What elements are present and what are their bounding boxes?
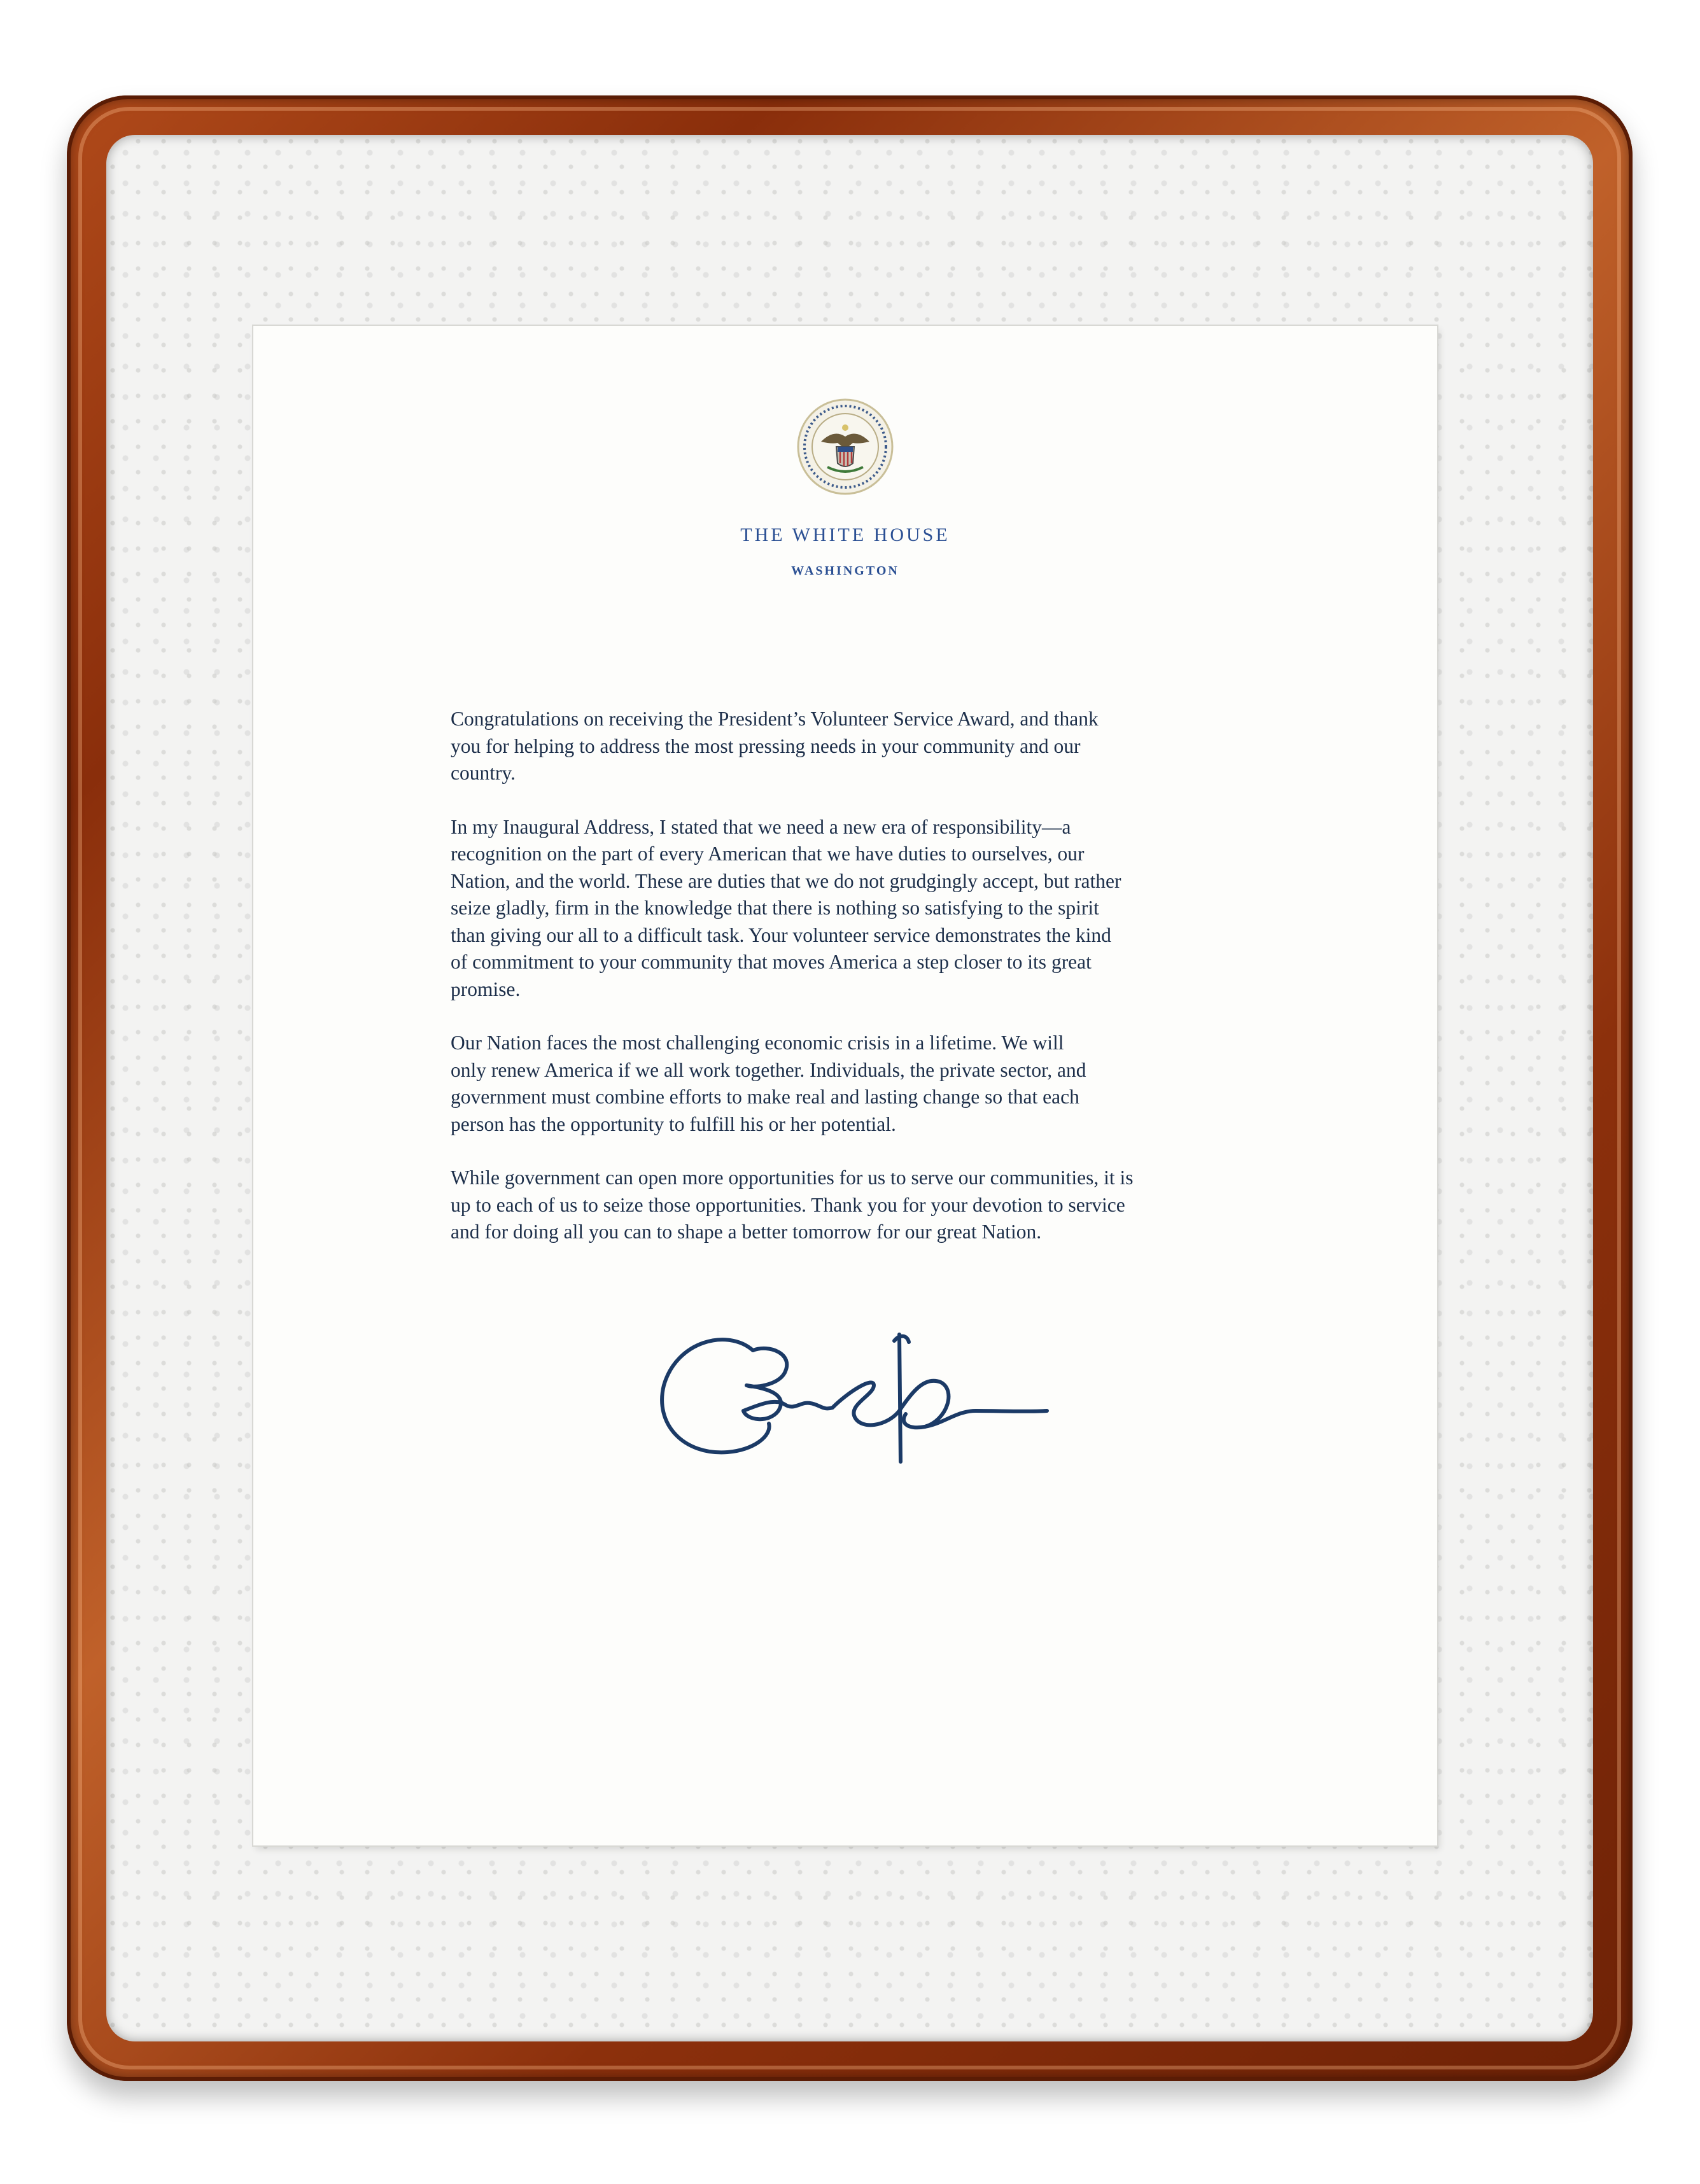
letter-body	[451, 706, 1278, 1273]
paragraph: Our Nation faces the most challenging economic crisis in a lifetime. We will only renew America if we all work together. Individuals, the private sector, and government must combine efforts to make real and lasting change so that each person has the opportunity to fulfill his or her potential.	[451, 1032, 1086, 1135]
paragraph: Congratulations on receiving the President’s Volunteer Service Award, and thank you for helping to address the most pressing needs in your community and our country.	[451, 708, 1099, 784]
letter-page	[253, 326, 1437, 1845]
presidential-seal-icon	[796, 397, 895, 496]
letterhead-title: THE WHITE HOUSE	[740, 524, 950, 545]
paragraph: While government can open more opportunities for us to serve our communities, it is up to each of us to seize those opportunities. Thank you for your devotion to service and for doing all you can to shape a better tomorrow for our great Nation.	[451, 1166, 1134, 1243]
letterhead-subtitle: WASHINGTON	[791, 564, 899, 578]
handwritten-signature-icon	[657, 1315, 1052, 1481]
paragraph: In my Inaugural Address, I stated that we need a new era of responsibility—a recognition on the part of every American that we have duties to ourselves, our Nation, and the world. These are duties that we do not grudgingly accept, but rather seize gladly, firm in the knowledge that there is nothing so satisfying to the spirit than giving our all to a difficult task. Your volunteer service demonstrates the kind of commitment to your community that moves America a step closer to its great promise.	[451, 815, 1121, 1000]
